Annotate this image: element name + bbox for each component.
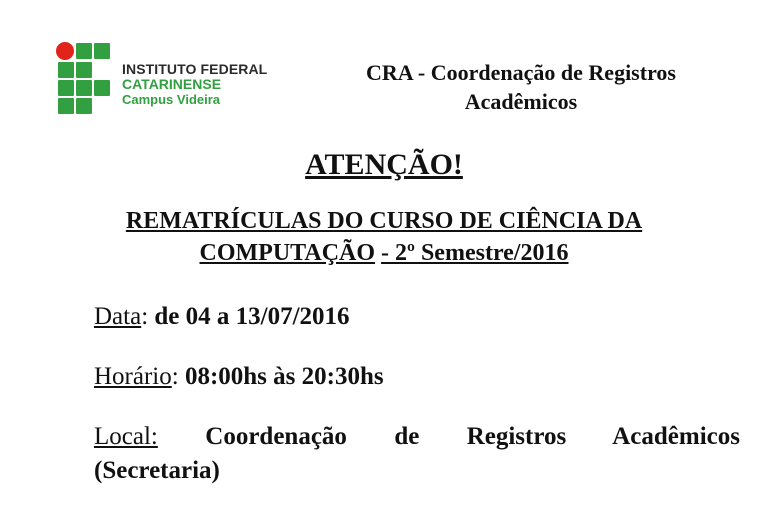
header-title: [330, 58, 712, 116]
place-value: Coordenação de Registros Acadêmicos: [205, 423, 741, 450]
attention-heading: ATENÇÃO!: [305, 148, 463, 181]
logo-line-1: INSTITUTO FEDERAL: [122, 61, 268, 77]
place-value-continuation: (Secretaria): [94, 457, 220, 484]
date-value: de 04 a 13/07/2016: [154, 303, 350, 330]
date-row: Data: de 04 a 13/07/2016: [94, 303, 350, 330]
time-row: Horário: 08:00hs às 20:30hs: [94, 363, 384, 390]
notice-title-line-2: [40, 237, 728, 269]
logo-line-2: CATARINENSE: [122, 76, 222, 92]
notice-title: [40, 205, 728, 269]
logo-grid-icon: [56, 42, 112, 114]
place-label: Local:: [94, 423, 158, 450]
time-label: Horário: [94, 363, 172, 390]
time-value: 08:00hs às 20:30hs: [184, 363, 384, 390]
logo-line-3: Campus Videira: [122, 92, 221, 107]
notice-title-semester: - 2º Semestre/2016: [381, 240, 569, 266]
logo-text: [122, 62, 267, 107]
institute-logo: [48, 40, 288, 118]
date-label: Data: [94, 303, 142, 330]
header-title-line-2: Acadêmicos: [464, 89, 578, 114]
notice-title-line-1: REMATRÍCULAS DO CURSO DE CIÊNCIA DA: [125, 208, 643, 234]
header-title-line-1: CRA - Coordenação de Registros: [365, 60, 676, 85]
notice-title-course: COMPUTAÇÃO: [199, 240, 376, 266]
place-row: [94, 420, 740, 454]
